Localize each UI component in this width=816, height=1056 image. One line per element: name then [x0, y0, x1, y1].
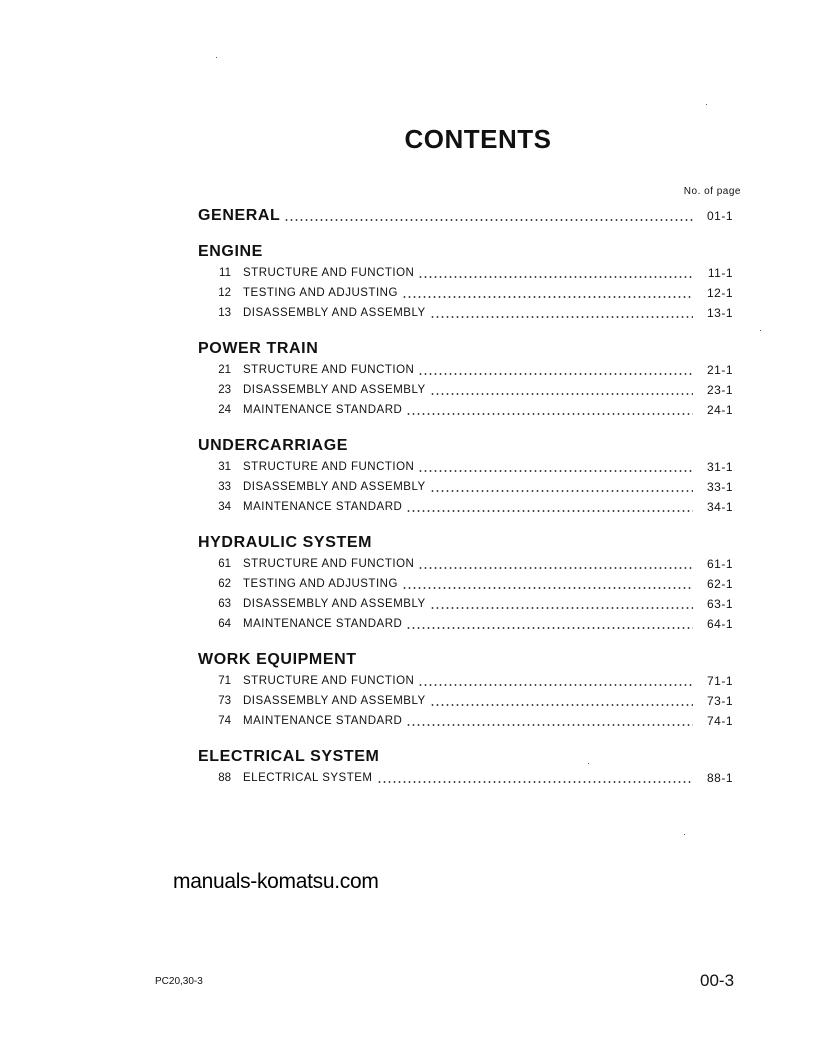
chapter-number: 73	[218, 695, 231, 707]
chapter-number: 74	[218, 715, 231, 727]
chapter-number: 13	[218, 307, 231, 319]
chapter-number: 11	[219, 267, 231, 279]
page-number: 33-1	[706, 480, 733, 494]
toc-entry[interactable]	[198, 263, 733, 283]
chapter-title: STRUCTURE AND FUNCTION	[243, 675, 415, 687]
chapter-number: 24	[218, 404, 231, 416]
section-title: HYDRAULIC SYSTEM	[198, 534, 373, 551]
chapter-title: DISASSEMBLY AND ASSEMBLY	[243, 481, 426, 493]
chapter-title: STRUCTURE AND FUNCTION	[243, 267, 415, 279]
page-number: 74-1	[706, 714, 733, 728]
toc-entry[interactable]	[198, 497, 733, 517]
toc-entry[interactable]	[198, 768, 733, 788]
page-title: CONTENTS	[404, 124, 552, 154]
toc-section	[198, 243, 733, 323]
chapter-number: 62	[218, 578, 231, 590]
page-number: 34-1	[706, 500, 733, 514]
toc-section	[198, 340, 733, 420]
page-number: 13-1	[706, 306, 733, 320]
toc-section	[198, 748, 733, 788]
toc-section-heading[interactable]	[198, 748, 733, 768]
section-title: ELECTRICAL SYSTEM	[198, 748, 380, 765]
toc-entry[interactable]	[198, 457, 733, 477]
toc-section	[198, 534, 733, 634]
toc-entry[interactable]	[198, 574, 733, 594]
dot-leader	[406, 614, 693, 634]
dot-leader	[418, 554, 693, 574]
dot-leader	[418, 263, 693, 283]
dot-leader	[284, 206, 693, 226]
watermark: manuals-komatsu.com	[173, 870, 379, 893]
page-number: 73-1	[706, 694, 733, 708]
footer-model: PC20,30-3	[155, 976, 203, 987]
toc-section-heading[interactable]	[198, 534, 733, 554]
toc-section-heading[interactable]	[198, 243, 733, 263]
section-title: POWER TRAIN	[198, 340, 319, 357]
chapter-number: 71	[218, 675, 231, 687]
chapter-title: TESTING AND ADJUSTING	[243, 287, 398, 299]
toc-section-heading[interactable]	[198, 340, 733, 360]
dot-leader	[406, 711, 693, 731]
chapter-number: 31	[218, 461, 231, 473]
chapter-title: STRUCTURE AND FUNCTION	[243, 364, 415, 376]
chapter-number: 33	[218, 481, 231, 493]
toc-section-heading[interactable]	[198, 437, 733, 457]
dot-leader	[418, 360, 693, 380]
toc-entry[interactable]	[198, 614, 733, 634]
chapter-title: DISASSEMBLY AND ASSEMBLY	[243, 695, 426, 707]
toc-entry[interactable]	[198, 400, 733, 420]
toc-entry[interactable]	[198, 360, 733, 380]
dot-leader	[406, 400, 693, 420]
chapter-number: 61	[218, 558, 231, 570]
chapter-title: ELECTRICAL SYSTEM	[243, 772, 373, 784]
toc-entry[interactable]	[198, 477, 733, 497]
toc-entry[interactable]	[198, 711, 733, 731]
dot-leader	[430, 477, 693, 497]
dot-leader	[406, 497, 693, 517]
section-title: GENERAL	[198, 207, 281, 224]
chapter-title: DISASSEMBLY AND ASSEMBLY	[243, 598, 426, 610]
chapter-number: 88	[218, 772, 231, 784]
toc-entry[interactable]	[198, 671, 733, 691]
toc-section-heading[interactable]	[198, 651, 733, 671]
chapter-number: 34	[218, 501, 231, 513]
chapter-title: DISASSEMBLY AND ASSEMBLY	[243, 307, 426, 319]
chapter-number: 63	[218, 598, 231, 610]
chapter-title: STRUCTURE AND FUNCTION	[243, 461, 415, 473]
page-number: 01-1	[706, 209, 733, 223]
chapter-number: 12	[218, 287, 231, 299]
chapter-title: MAINTENANCE STANDARD	[243, 715, 403, 727]
toc-entry[interactable]	[198, 380, 733, 400]
page-number: 62-1	[706, 577, 733, 591]
table-of-contents	[198, 206, 733, 788]
scan-speck	[684, 834, 685, 835]
page-number: 12-1	[706, 286, 733, 300]
section-title: UNDERCARRIAGE	[198, 437, 349, 454]
toc-entry[interactable]	[198, 554, 733, 574]
dot-leader	[377, 768, 694, 788]
footer-page-number: 00-3	[700, 971, 735, 990]
page-number: 31-1	[706, 460, 733, 474]
chapter-title: MAINTENANCE STANDARD	[243, 618, 403, 630]
dot-leader	[430, 380, 693, 400]
page-number: 21-1	[706, 363, 733, 377]
page-number: 64-1	[706, 617, 733, 631]
toc-entry[interactable]	[198, 283, 733, 303]
toc-entry-general[interactable]	[198, 206, 733, 226]
page-number: 88-1	[706, 771, 733, 785]
chapter-number: 64	[218, 618, 231, 630]
scan-speck	[706, 104, 707, 105]
toc-entry[interactable]	[198, 303, 733, 323]
dot-leader	[430, 691, 693, 711]
toc-section	[198, 437, 733, 517]
dot-leader	[402, 574, 693, 594]
scan-speck	[760, 330, 761, 331]
chapter-title: MAINTENANCE STANDARD	[243, 404, 403, 416]
section-title: WORK EQUIPMENT	[198, 651, 357, 668]
scan-speck	[216, 57, 217, 58]
chapter-title: STRUCTURE AND FUNCTION	[243, 558, 415, 570]
dot-leader	[402, 283, 693, 303]
dot-leader	[418, 671, 693, 691]
chapter-number: 23	[218, 384, 231, 396]
page-number: 24-1	[706, 403, 733, 417]
scan-speck	[588, 763, 589, 764]
page-number: 63-1	[706, 597, 733, 611]
page-number: 23-1	[706, 383, 733, 397]
page-number: 71-1	[706, 674, 733, 688]
toc-entry[interactable]	[198, 691, 733, 711]
page-number: 61-1	[706, 557, 733, 571]
chapter-number: 21	[218, 364, 231, 376]
chapter-title: MAINTENANCE STANDARD	[243, 501, 403, 513]
toc-section	[198, 651, 733, 731]
chapter-title: TESTING AND ADJUSTING	[243, 578, 398, 590]
dot-leader	[430, 303, 693, 323]
dot-leader	[430, 594, 693, 614]
column-header: No. of page	[683, 186, 741, 197]
chapter-title: DISASSEMBLY AND ASSEMBLY	[243, 384, 426, 396]
dot-leader	[418, 457, 693, 477]
section-title: ENGINE	[198, 243, 263, 260]
toc-entry[interactable]	[198, 594, 733, 614]
page-number: 11-1	[707, 266, 733, 280]
